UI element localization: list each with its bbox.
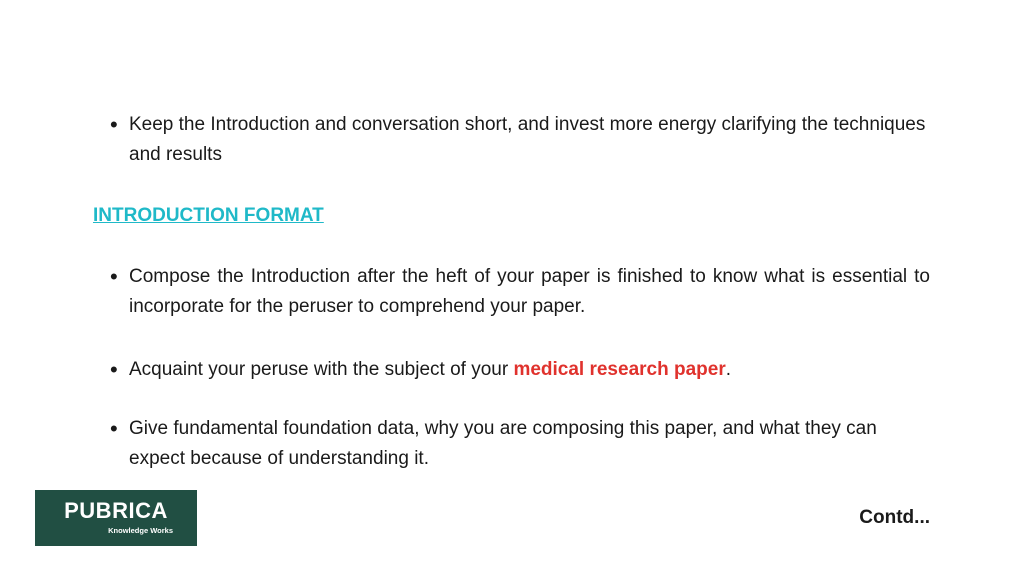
bullet-item-1 <box>110 110 930 170</box>
logo-wordmark: PUBRICA <box>64 498 168 523</box>
bullet-marker: • <box>110 112 118 137</box>
bullet-marker: • <box>110 357 118 382</box>
bullet-text-4: Give fundamental foundation data, why you are composing this paper, and what they can expect because of understanding it. <box>129 418 877 469</box>
bullet-item-3 <box>110 355 930 385</box>
continued-label: Contd... <box>859 507 930 528</box>
bullet-item-4 <box>110 414 930 474</box>
section-heading-link[interactable]: INTRODUCTION FORMAT <box>93 205 324 226</box>
bullet-item-2 <box>110 262 930 322</box>
bullet-text-3 <box>129 355 930 385</box>
bullet-text-2: Compose the Introduction after the heft of your paper is finished to know what is essential to incorporate for the peruser to comprehend your paper. <box>129 266 930 317</box>
bullet-marker: • <box>110 264 118 289</box>
highlighted-keyword: medical research paper <box>513 359 726 380</box>
logo-tagline: Knowledge Works <box>108 526 173 535</box>
bullet-text-3-tail: . <box>725 359 732 380</box>
bullet-marker: • <box>110 416 118 441</box>
bullet-text-3-lead: Acquaint your peruse with the subject of your <box>129 359 514 380</box>
pubrica-logo <box>35 490 197 546</box>
bullet-text-1: Keep the Introduction and conversation short, and invest more energy clarifying the techniques and results <box>129 114 926 165</box>
